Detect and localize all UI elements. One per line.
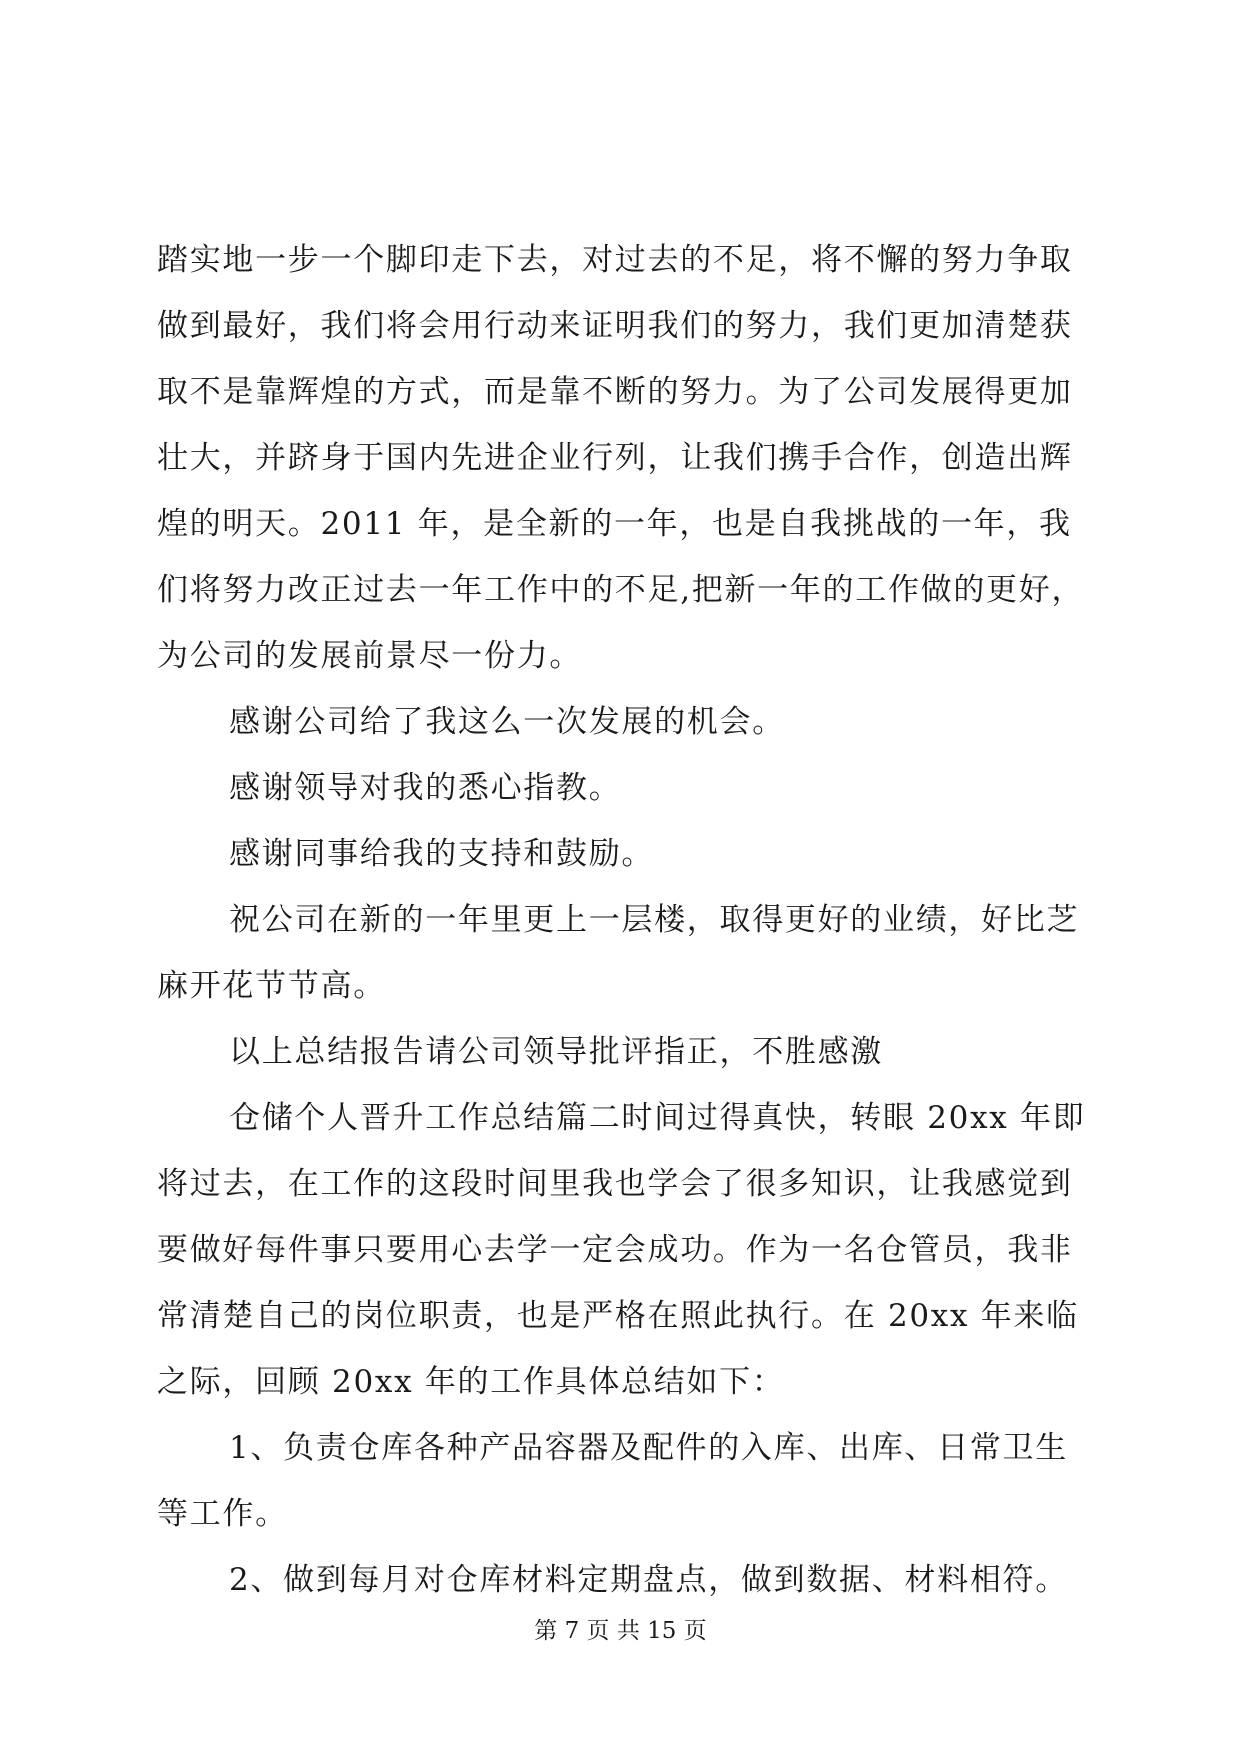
thanks-colleagues-paragraph: 感谢同事给我的支持和鼓励。	[229, 836, 655, 872]
text-line: 要做好每件事只要用心去学一定会成功。作为一名仓管员，我非	[157, 1232, 1073, 1268]
list-item-1: 1、负责仓库各种产品容器及配件的入库、出库、日常卫生	[229, 1430, 1068, 1466]
thanks-leaders-paragraph: 感谢领导对我的悉心指教。	[229, 770, 622, 806]
text-line: 麻开花节节高。	[157, 968, 386, 1004]
list-item-2: 2、做到每月对仓库材料定期盘点，做到数据、材料相符。	[229, 1562, 1068, 1598]
text-line: 煌的明天。2011 年，是全新的一年，也是自我挑战的一年，我	[157, 506, 1072, 542]
text-line: 做到最好，我们将会用行动来证明我们的努力，我们更加清楚获	[157, 308, 1073, 344]
text-line: 踏实地一步一个脚印走下去，对过去的不足，将不懈的努力争取	[157, 242, 1073, 278]
text-line: 将过去，在工作的这段时间里我也学会了很多知识，让我感觉到	[157, 1166, 1073, 1202]
wishes-paragraph: 祝公司在新的一年里更上一层楼，取得更好的业绩，好比芝	[229, 902, 1080, 938]
text-line: 取不是靠辉煌的方式，而是靠不断的努力。为了公司发展得更加	[157, 374, 1073, 410]
text-line: 等工作。	[157, 1496, 288, 1532]
page-number-footer: 第 7 页 共 15 页	[534, 1618, 707, 1644]
text-line: 壮大，并跻身于国内先进企业行列，让我们携手合作，创造出辉	[157, 440, 1073, 476]
text-line: 常清楚自己的岗位职责，也是严格在照此执行。在 20xx 年来临	[157, 1298, 1079, 1334]
text-line: 们将努力改正过去一年工作中的不足,把新一年的工作做的更好，	[157, 572, 1085, 608]
section-two-paragraph: 仓储个人晋升工作总结篇二时间过得真快，转眼 20xx 年即	[229, 1100, 1086, 1136]
thanks-company-paragraph: 感谢公司给了我这么一次发展的机会。	[229, 704, 785, 740]
text-line: 之际，回顾 20xx 年的工作具体总结如下：	[157, 1364, 785, 1400]
text-line: 为公司的发展前景尽一份力。	[157, 638, 583, 674]
closing-paragraph: 以上总结报告请公司领导批评指正，不胜感激	[229, 1034, 883, 1070]
document-body	[157, 227, 1085, 1613]
